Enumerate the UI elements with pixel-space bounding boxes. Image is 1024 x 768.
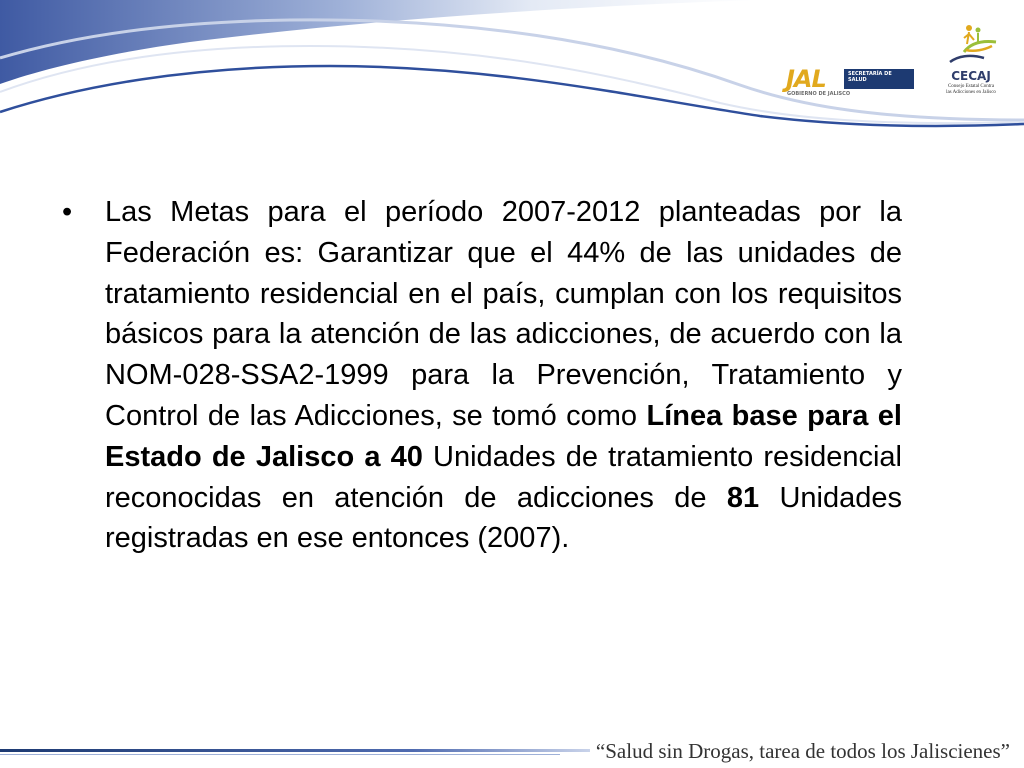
cecaj-logo [938,22,1008,102]
jal-wordmark: JAL [786,65,826,93]
footer-quote: “Salud sin Drogas, tarea de todos los Jaliscienes” [595,739,1010,763]
slide-content [62,192,902,559]
gobierno-jalisco-logo [786,66,916,102]
jal-government-text: GOBIERNO DE JALISCO [787,91,851,97]
jal-department-text: SECRETARÍA DE SALUD [848,71,892,83]
paragraph-bold-count: 81 [726,481,760,514]
bullet-icon: • [62,196,73,228]
paragraph-text-part1: Las Metas para el período 2007-2012 planteadas por la Federación es: Garantizar que el 44% de las unidades de tratamiento residencial en el país, cumplan con los requisitos básicos para la atención de las adicciones, de acuerdo con la NOM-028-SSA2-1999 para la Prevención, Tratamiento y Control de las Adicciones, se tomó como [105,196,902,432]
cecaj-full-name: Consejo Estatal Contra las Adicciones en Jalisco [946,84,996,95]
paragraph-text-part3: Unidades registradas en ese entonces (2007). [105,481,902,555]
footer-rule [0,746,590,758]
paragraph-text-part2: Unidades de tratamiento residencial reconocidas en atención de adicciones de [105,440,903,514]
cecaj-name: CECAJ [951,69,991,83]
paragraph-bold-baseline: Línea base para el Estado de Jalisco a 40 [105,399,902,473]
bullet-item [62,192,902,559]
cecaj-figure-icon [944,22,1000,70]
